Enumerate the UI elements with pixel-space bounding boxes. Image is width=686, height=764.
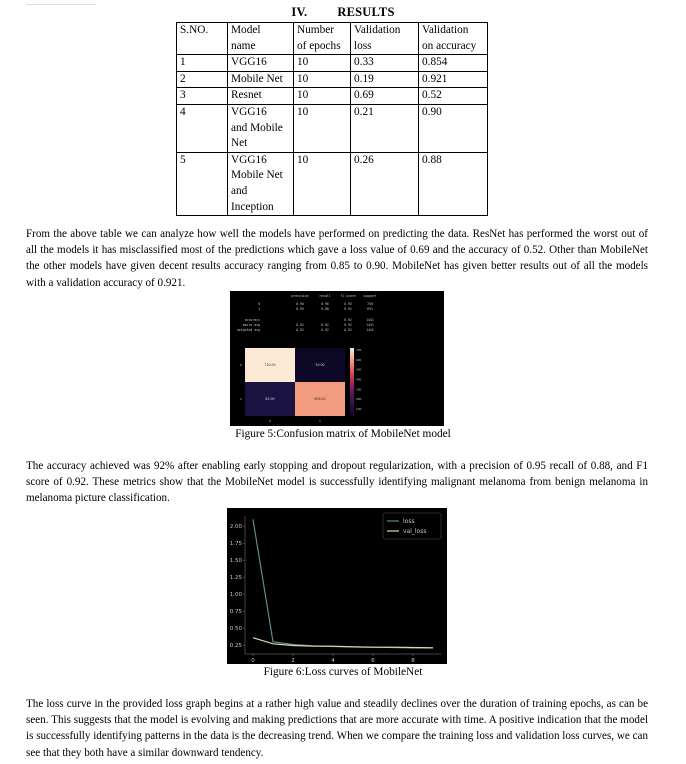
heatmap-x-tick: 0	[269, 419, 271, 423]
cell-acc: 0.854	[419, 55, 488, 72]
report-header-0: precision	[291, 294, 309, 298]
cell-line: VGG16	[231, 105, 267, 118]
header-line: loss	[354, 39, 372, 52]
header-line: Number	[297, 24, 335, 36]
legend-box	[383, 513, 441, 539]
header-line: of epochs	[297, 39, 341, 52]
cell-line: VGG16	[231, 56, 267, 69]
x-tick-label: 0	[251, 658, 255, 664]
cell-epochs: 10	[294, 71, 351, 88]
cell-epochs: 10	[294, 152, 351, 215]
report-value: 0.92	[344, 318, 352, 322]
header-cell-loss	[351, 23, 419, 55]
cell-line: and	[231, 184, 248, 197]
heatmap-y-tick: 0	[240, 363, 242, 367]
heatmap-cell-label: 85.00	[265, 397, 275, 401]
section-heading	[0, 5, 686, 20]
colorbar-tick: 200	[356, 397, 362, 402]
cell-loss: 0.19	[351, 71, 419, 88]
paragraph-loss-analysis: The loss curve in the provided loss graph begins at a rather high value and steadily declines over the duration of training epochs, as can be seen. This suggests that the model is evolving and making predictions that are more accurate with time. A positive indication that the model is successfully identifying patterns in the data is the decreasing trend. When we compare the training loss and validation loss curves, we can see that they both have a similar downward tendency.	[26, 698, 648, 759]
cell-epochs: 10	[294, 55, 351, 72]
section-title: RESULTS	[337, 5, 395, 19]
cell-line: Net	[231, 137, 248, 150]
loss-curve-chart	[227, 508, 447, 664]
cell-epochs: 10	[294, 88, 351, 105]
cell-epochs: 10	[294, 104, 351, 152]
cell-acc: 0.90	[419, 104, 488, 152]
cell-line: VGG16	[231, 153, 267, 166]
report-value: 0.92	[344, 323, 352, 327]
table-header-row	[177, 23, 488, 55]
y-tick-label: 0.75	[229, 609, 242, 616]
report-value: 0.96	[321, 302, 329, 306]
header-line: Model	[231, 24, 261, 36]
section-number: IV.	[291, 5, 308, 19]
header-cell-epochs	[294, 23, 351, 55]
report-header-2: f1-score	[340, 294, 356, 298]
header-line: Validation	[354, 24, 401, 36]
cell-sno: 4	[177, 104, 228, 152]
report-summary-label: weighted avg	[236, 328, 260, 332]
cell-acc: 0.921	[419, 71, 488, 88]
report-header-3: support	[363, 294, 377, 298]
y-tick-label: 0.25	[229, 643, 242, 650]
cell-model	[228, 55, 294, 72]
colorbar-tick: 100	[356, 407, 362, 412]
figure-confusion-matrix	[230, 291, 444, 426]
report-summary-label: macro avg	[242, 323, 260, 327]
cell-sno: 1	[177, 55, 228, 72]
report-value: 0.92	[321, 323, 329, 327]
heatmap-cell-label: 606.00	[314, 397, 326, 401]
report-summary-label: accuracy	[244, 318, 260, 322]
heatmap-cell-label: 720.00	[264, 363, 276, 367]
paragraph-metrics: The accuracy achieved was 92% after enabling early stopping and dropout regularization, with a precision of 0.95 recall of 0.88, and F1 score of 0.92. These metrics show that the MobileNet model is successfully identifying malignant melanoma from benign melanoma in melanoma picture classification.	[26, 460, 648, 505]
header-line: name	[231, 39, 256, 52]
heatmap-y-tick: 1	[240, 397, 242, 401]
header-cell-model	[228, 23, 294, 55]
cell-loss: 0.69	[351, 88, 419, 105]
cell-line: Resnet	[231, 89, 262, 102]
y-tick-label: 1.00	[229, 592, 242, 599]
header-line: S.NO.	[180, 24, 209, 36]
report-value: 0.92	[344, 328, 352, 332]
cell-line: Inception	[231, 200, 274, 213]
report-value: 1441	[366, 328, 374, 332]
cell-loss: 0.26	[351, 152, 419, 215]
cell-loss: 0.33	[351, 55, 419, 72]
header-line: Validation	[422, 24, 469, 36]
report-row-label: 0	[258, 302, 260, 306]
x-tick-label: 8	[411, 658, 415, 664]
y-tick-label: 0.50	[229, 626, 242, 633]
header-line: on accuracy	[422, 39, 477, 52]
colorbar-tick: 600	[356, 357, 362, 362]
x-tick-label: 4	[331, 658, 335, 664]
report-value: 0.90	[296, 302, 304, 306]
report-value: 0.92	[321, 328, 329, 332]
report-header-1: recall	[319, 294, 331, 298]
table-row	[177, 71, 488, 88]
confusion-matrix-image	[230, 291, 444, 426]
cell-sno: 5	[177, 152, 228, 215]
colorbar-tick: 500	[356, 367, 362, 372]
cell-model	[228, 104, 294, 152]
report-value: 750	[367, 302, 373, 306]
y-tick-label: 2.00	[229, 524, 242, 531]
cell-model	[228, 88, 294, 105]
table-row	[177, 152, 488, 215]
cell-loss: 0.21	[351, 104, 419, 152]
header-cell-acc	[419, 23, 488, 55]
table-row	[177, 88, 488, 105]
paragraph-table-analysis: From the above table we can analyze how well the models have performed on predicting the data. ResNet has performed the worst out of all the models it has misclassified most of the predictions which gave a loss value of 0.69 and the accuracy of 0.52. Other than MobileNet the other models have given decent results accuracy ranging from 0.85 to 0.90. MobileNet has given better results out of all the models with a validation accuracy of 0.921.	[26, 228, 648, 289]
heatmap-x-tick: 1	[319, 419, 321, 423]
heatmap-cell-label: 30.00	[315, 363, 325, 367]
x-tick-label: 6	[371, 658, 375, 664]
y-tick-label: 1.50	[229, 558, 242, 565]
cell-acc: 0.88	[419, 152, 488, 215]
header-cell-sno	[177, 23, 228, 55]
cell-line: and Mobile	[231, 121, 283, 134]
legend-label: loss	[403, 518, 415, 525]
table-row	[177, 55, 488, 72]
report-value: 0.92	[344, 307, 352, 311]
figure-5-caption: Figure 5:Confusion matrix of MobileNet model	[235, 428, 451, 440]
report-value: 1441	[366, 318, 374, 322]
results-table	[176, 22, 488, 216]
report-value: 0.95	[296, 307, 304, 311]
legend-label: val_loss	[403, 528, 427, 535]
report-value: 0.92	[296, 328, 304, 332]
cell-model	[228, 71, 294, 88]
colorbar-tick: 700	[356, 347, 362, 352]
report-value: 1441	[366, 323, 374, 327]
y-tick-label: 1.75	[229, 541, 242, 548]
cell-line: Mobile Net	[231, 169, 283, 182]
cell-sno: 2	[177, 71, 228, 88]
colorbar	[350, 348, 354, 416]
figure-6-caption: Figure 6:Loss curves of MobileNet	[263, 666, 423, 678]
cell-acc: 0.52	[419, 88, 488, 105]
cell-sno: 3	[177, 88, 228, 105]
report-value: 691	[367, 307, 373, 311]
cell-line: Mobile Net	[231, 72, 283, 85]
report-value: 0.92	[296, 323, 304, 327]
colorbar-tick: 300	[356, 387, 362, 392]
figure-loss-curves	[227, 508, 447, 664]
report-row-label: 1	[258, 307, 260, 311]
y-tick-label: 1.25	[229, 575, 242, 582]
report-value: 0.88	[321, 307, 329, 311]
table-row	[177, 104, 488, 152]
x-tick-label: 2	[291, 658, 295, 664]
colorbar-tick: 400	[356, 377, 362, 382]
report-value: 0.93	[344, 302, 352, 306]
cell-model	[228, 152, 294, 215]
